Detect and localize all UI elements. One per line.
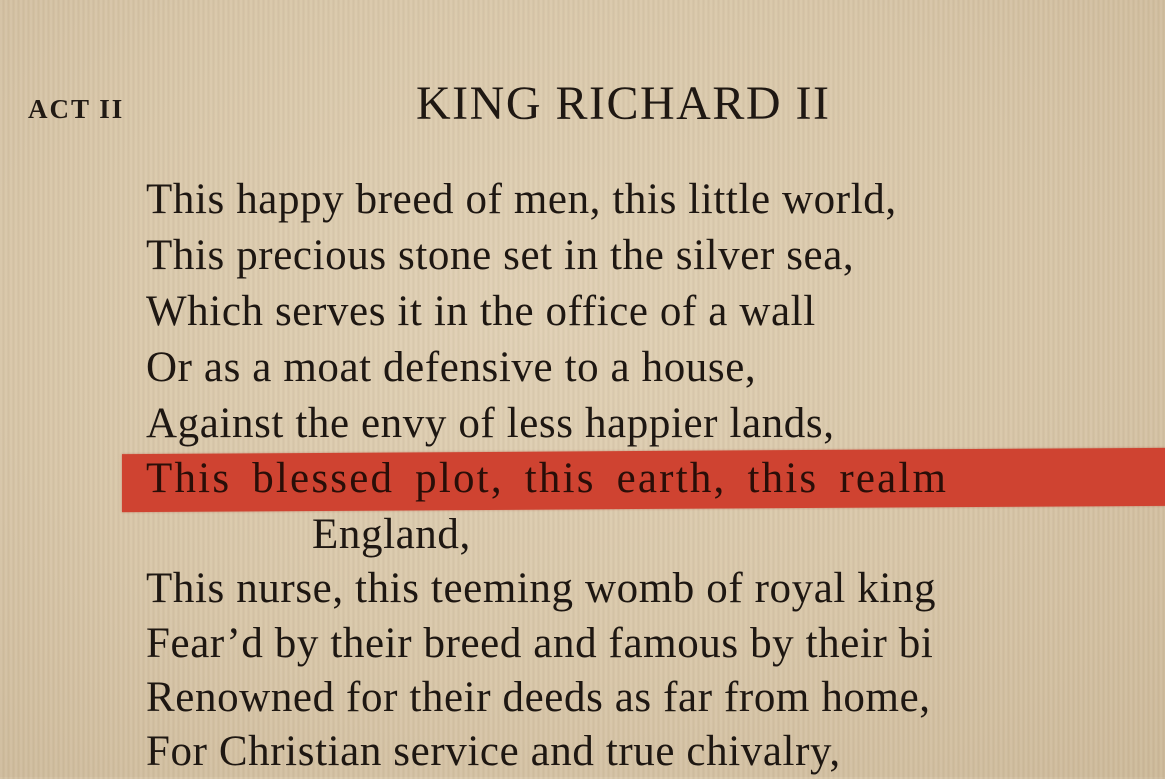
verse-line: Against the envy of less happier lands, [146,400,835,447]
verse-line: Renowned for their deeds as far from home, [146,674,931,721]
verse-line-continuation: England, [312,511,471,558]
verse-line: This nurse, this teeming womb of royal king [146,565,937,612]
verse-line: Fear’d by their breed and famous by their bi [146,620,934,667]
page-title: KING RICHARD II [416,77,831,130]
verse-line: Or as a moat defensive to a house, [146,344,757,391]
highlighted-verse-line: This blessed plot, this earth, this realm [146,455,949,502]
verse-line: This happy breed of men, this little world, [146,176,897,223]
verse-line: For Christian service and true chivalry, [146,728,841,775]
act-label: ACT II [28,94,125,124]
verse-line: This precious stone set in the silver sea, [146,232,855,279]
verse-line: Which serves it in the office of a wall [146,288,816,335]
